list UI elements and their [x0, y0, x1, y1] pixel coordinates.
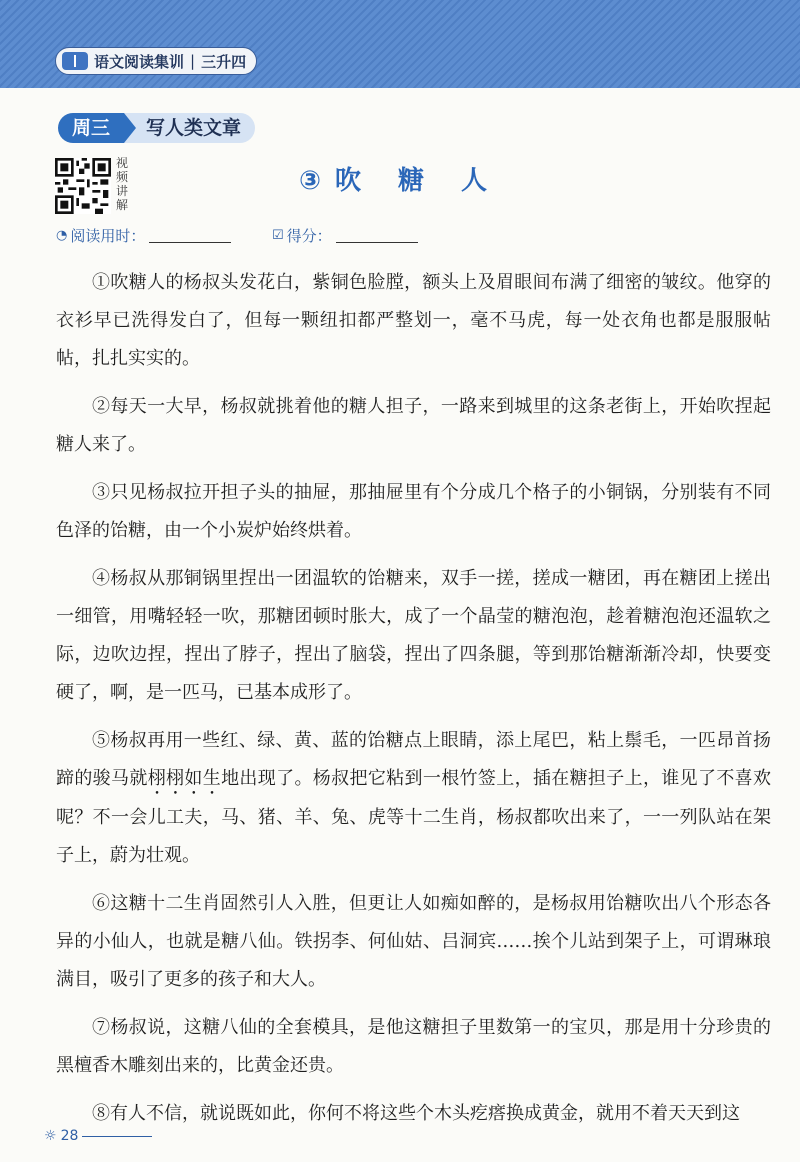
- footer-rule: [82, 1136, 152, 1137]
- qr-caption: 视频讲解: [116, 156, 129, 212]
- check-icon: ☑: [272, 228, 284, 243]
- page-number: 28: [60, 1128, 79, 1144]
- reading-time-field: [56, 225, 231, 246]
- score-blank[interactable]: [336, 228, 418, 243]
- emphasized-phrase: 栩栩如生: [147, 768, 222, 789]
- clock-icon: ◔: [56, 228, 68, 243]
- sun-icon: ☼: [44, 1128, 57, 1144]
- paragraph-7: ⑦杨叔说，这糖八仙的全套模具，是他这糖担子里数第一的宝贝，那是用十分珍贵的黑檀香木雕刻出来的，比黄金还贵。: [56, 1017, 771, 1076]
- page-footer: [44, 1128, 152, 1144]
- reading-time-blank[interactable]: [149, 228, 231, 243]
- score-field: [272, 225, 418, 246]
- section-tag: [58, 113, 255, 143]
- paragraph-8: ⑧有人不信，就说既如此，你何不将这些个木头疙瘩换成黄金，就用不着天天到这: [92, 1103, 740, 1124]
- reading-time-label: 阅读用时：: [70, 227, 146, 245]
- book-icon: [62, 52, 88, 70]
- paragraph-3: ③只见杨叔拉开担子头的抽屉，那抽屉里有个分成几个格子的小铜锅，分别装有不同色泽的饴糖，由一个小炭炉始终烘着。: [56, 482, 771, 541]
- separator: |: [190, 52, 196, 70]
- paragraph-6: ⑥这糖十二生肖固然引人入胜，但更让人如痴如醉的，是杨叔用饴糖吹出八个形态各异的小仙人，也就是糖八仙。铁拐李、何仙姑、吕洞宾……挨个儿站到架子上，可谓琳琅满目，吸引了更多的孩子和大人。: [56, 893, 771, 990]
- paragraph-2: ②每天一大早，杨叔就挑着他的糖人担子，一路来到城里的这条老街上，开始吹捏起糖人来了。: [56, 396, 771, 455]
- genre-label: 写人类文章: [124, 113, 255, 143]
- paragraph-5-end: 地出现了。杨叔把它粘到一根竹签上，插在糖担子上，谁见了不喜欢呢？不一会儿工夫，马、猪、羊、兔、虎等十二生肖，杨叔都吹出来了，一一列队站在架子上，蔚为壮观。: [56, 768, 772, 866]
- score-label: 得分：: [286, 227, 332, 245]
- day-label: 周三: [58, 113, 124, 143]
- paragraph-5: [56, 722, 771, 875]
- paragraph-1: ①吹糖人的杨叔头发花白，紫铜色脸膛，额头上及眉眼间布满了细密的皱纹。他穿的衣衫早已洗得发白了，但每一颗纽扣都严整划一，毫不马虎，每一处衣角也都是服服帖帖，扎扎实实的。: [56, 272, 771, 369]
- series-badge: [55, 47, 257, 75]
- grade-label: 三升四: [201, 52, 247, 71]
- paragraph-5-start: ⑤杨叔再用一些红、绿、黄、蓝的饴糖点上眼睛，添上尾巴，粘上鬃毛，一匹昂首扬蹄的骏马就: [56, 730, 771, 789]
- series-title: 语文阅读集训: [94, 52, 185, 71]
- article-title: ③吹 糖 人: [298, 166, 502, 196]
- article-body: [56, 264, 771, 1143]
- paragraph-4: ④杨叔从那铜锅里捏出一团温软的饴糖来，双手一搓，搓成一糖团，再在糖团上搓出一细管，用嘴轻轻一吹，那糖团顿时胀大，成了一个晶莹的糖泡泡，趁着糖泡泡还温软之际，边吹边捏，捏出了脖子，捏出了脑袋，捏出了四条腿，等到那饴糖渐渐冷却，快要变硬了，啊，是一匹马，已基本成形了。: [56, 568, 771, 703]
